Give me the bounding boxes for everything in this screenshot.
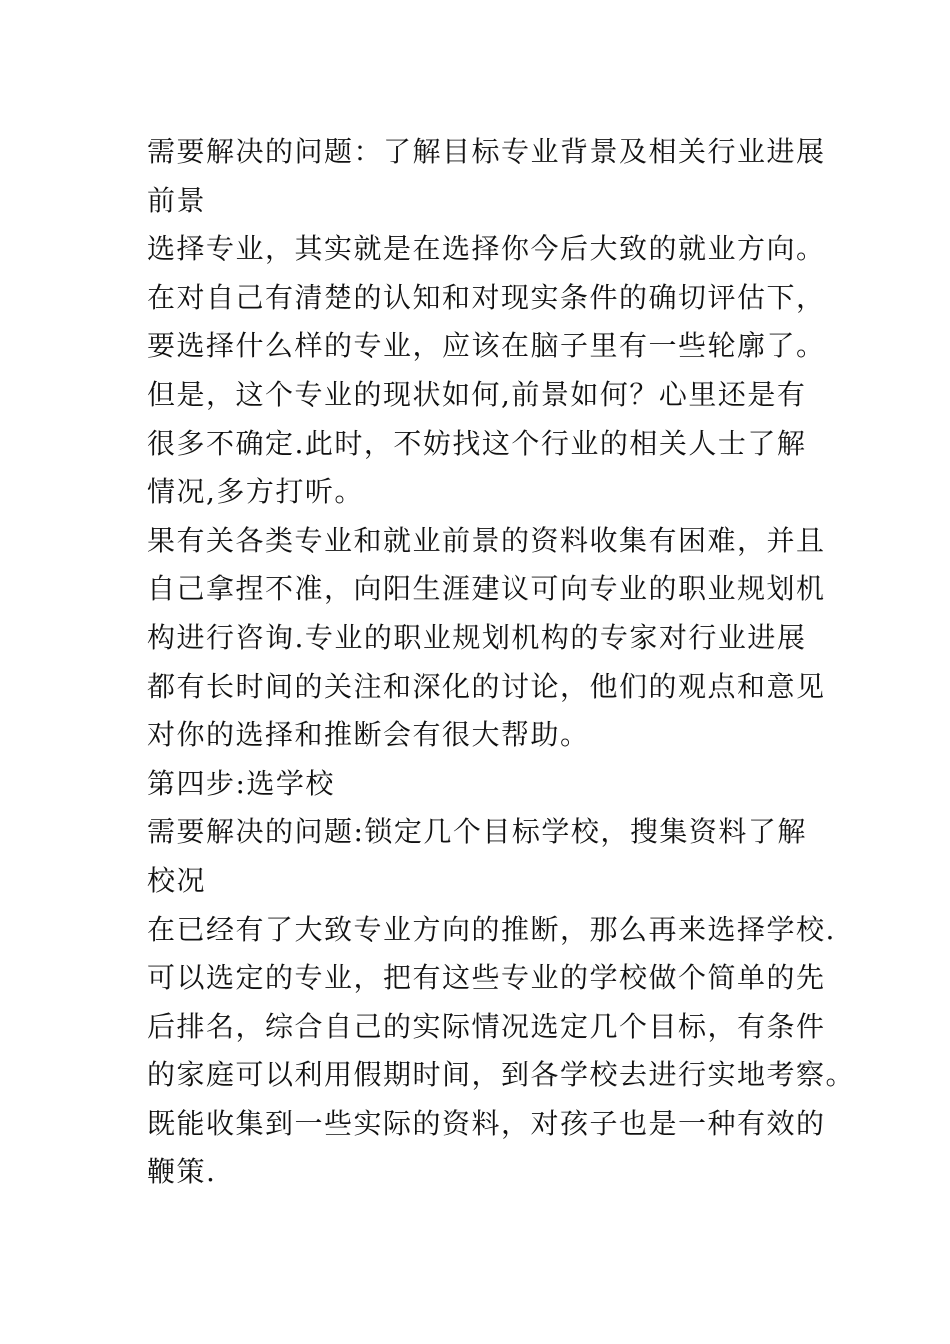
- text-line-19: 后排名，综合自己的实际情况选定几个目标，有条件: [147, 1009, 826, 1043]
- text-line-11: 构进行咨询.专业的职业规划机构的专家对行业进展: [147, 620, 807, 654]
- text-line-6: 但是，这个专业的现状如何,前景如何？心里还是有: [147, 377, 807, 411]
- text-line-17: 在已经有了大致专业方向的推断，那么再来选择学校.: [147, 912, 836, 946]
- text-line-1: 需要解决的问题：了解目标专业背景及相关行业进展: [147, 135, 826, 168]
- text-line-18: 可以选定的专业，把有这些专业的学校做个简单的先: [147, 961, 826, 995]
- text-line-8: 情况,多方打听。: [147, 475, 364, 509]
- text-line-2: 前景: [147, 183, 207, 217]
- text-line-20: 的家庭可以利用假期时间，到各学校去进行实地考察。: [147, 1058, 856, 1092]
- body-text: [147, 128, 856, 1197]
- text-line-5: 要选择什么样的专业，应该在脑子里有一些轮廓了。: [147, 329, 826, 363]
- text-line-7: 很多不确定.此时，不妨找这个行业的相关人士了解: [147, 426, 807, 460]
- text-line-15: 需要解决的问题:锁定几个目标学校，搜集资料了解: [147, 815, 807, 849]
- text-line-21: 既能收集到一些实际的资料，对孩子也是一种有效的: [147, 1106, 826, 1140]
- text-line-22: 鞭策.: [147, 1155, 217, 1189]
- text-line-3: 选择专业，其实就是在选择你今后大致的就业方向。: [147, 232, 826, 266]
- section-heading: 第四步:选学校: [147, 766, 335, 800]
- text-line-13: 对你的选择和推断会有很大帮助。: [147, 718, 590, 752]
- text-line-10: 自己拿捏不准，向阳生涯建议可向专业的职业规划机: [147, 572, 826, 606]
- text-line-12: 都有长时间的关注和深化的讨论，他们的观点和意见: [147, 669, 826, 703]
- text-line-16: 校况: [147, 863, 207, 897]
- text-line-9: 果有关各类专业和就业前景的资料收集有困难，并且: [147, 523, 826, 557]
- text-line-4: 在对自己有清楚的认知和对现实条件的确切评估下，: [147, 280, 826, 314]
